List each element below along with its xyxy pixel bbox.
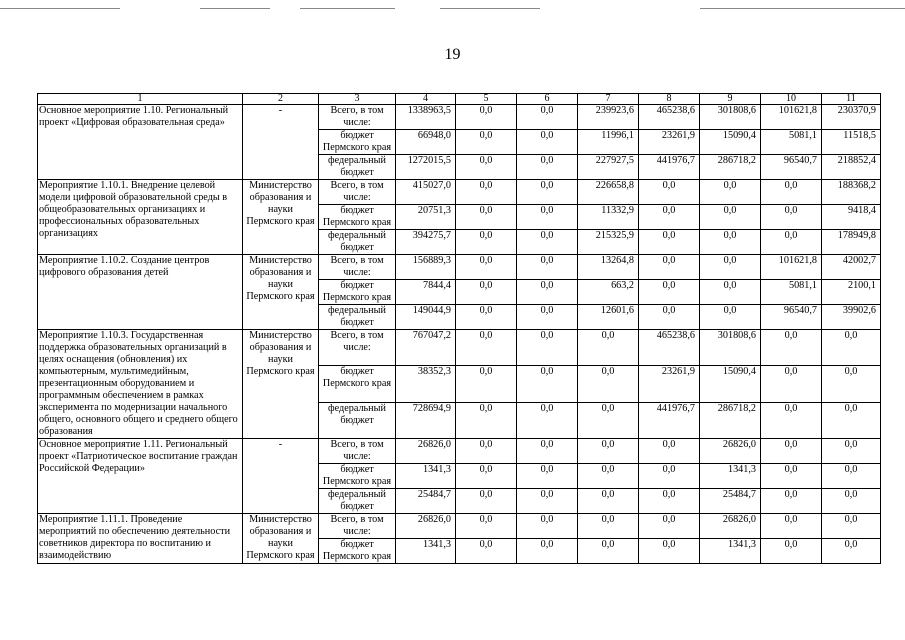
column-number-cell: 11 bbox=[822, 94, 881, 105]
amount-cell: 26826,0 bbox=[700, 439, 761, 464]
amount-cell: 0,0 bbox=[639, 205, 700, 230]
amount-cell: 0,0 bbox=[700, 305, 761, 330]
amount-cell: 0,0 bbox=[456, 539, 517, 564]
amount-cell: 301808,6 bbox=[700, 105, 761, 130]
amount-cell: 0,0 bbox=[700, 280, 761, 305]
amount-cell: 26826,0 bbox=[396, 514, 456, 539]
amount-cell: 0,0 bbox=[456, 514, 517, 539]
top-rule bbox=[440, 8, 540, 9]
funding-source-cell: бюджет Пермского края bbox=[319, 280, 396, 305]
amount-cell: 0,0 bbox=[517, 539, 578, 564]
event-description-cell: Мероприятие 1.10.1. Внедрение целевой модели цифровой образовательной среды в общеобразовательных организациях и профессиональных образовательных организациях bbox=[38, 180, 243, 255]
responsible-executor-cell: - bbox=[243, 439, 319, 514]
funding-source-cell: Всего, в том числе: bbox=[319, 255, 396, 280]
amount-cell: 11518,5 bbox=[822, 130, 881, 155]
funding-source-cell: федеральный бюджет bbox=[319, 402, 396, 438]
amount-cell: 0,0 bbox=[761, 230, 822, 255]
amount-cell: 0,0 bbox=[822, 514, 881, 539]
event-description-cell: Основное мероприятие 1.11. Региональный проект «Патриотическое воспитание граждан Российской Федерации» bbox=[38, 439, 243, 514]
amount-cell: 96540,7 bbox=[761, 305, 822, 330]
amount-cell: 0,0 bbox=[517, 205, 578, 230]
amount-cell: 0,0 bbox=[639, 180, 700, 205]
table-row bbox=[38, 105, 881, 130]
column-number-cell: 5 bbox=[456, 94, 517, 105]
amount-cell: 0,0 bbox=[822, 464, 881, 489]
amount-cell: 0,0 bbox=[517, 230, 578, 255]
amount-cell: 9418,4 bbox=[822, 205, 881, 230]
amount-cell: 0,0 bbox=[822, 402, 881, 438]
amount-cell: 0,0 bbox=[517, 180, 578, 205]
responsible-executor-cell: - bbox=[243, 105, 319, 180]
amount-cell: 0,0 bbox=[700, 255, 761, 280]
amount-cell: 465238,6 bbox=[639, 105, 700, 130]
amount-cell: 20751,3 bbox=[396, 205, 456, 230]
amount-cell: 149044,9 bbox=[396, 305, 456, 330]
amount-cell: 0,0 bbox=[456, 439, 517, 464]
funding-source-cell: Всего, в том числе: bbox=[319, 330, 396, 366]
responsible-executor-cell: Министерство образования и науки Пермского края bbox=[243, 330, 319, 439]
amount-cell: 0,0 bbox=[517, 305, 578, 330]
budget-table bbox=[37, 93, 881, 564]
amount-cell: 465238,6 bbox=[639, 330, 700, 366]
amount-cell: 23261,9 bbox=[639, 130, 700, 155]
top-rule bbox=[300, 8, 395, 9]
column-number-cell: 4 bbox=[396, 94, 456, 105]
responsible-executor-cell: Министерство образования и науки Пермского края bbox=[243, 514, 319, 564]
amount-cell: 0,0 bbox=[517, 330, 578, 366]
amount-cell: 0,0 bbox=[639, 255, 700, 280]
amount-cell: 0,0 bbox=[578, 464, 639, 489]
funding-source-cell: федеральный бюджет bbox=[319, 155, 396, 180]
amount-cell: 0,0 bbox=[700, 230, 761, 255]
amount-cell: 101621,8 bbox=[761, 255, 822, 280]
table-row bbox=[38, 439, 881, 464]
amount-cell: 5081,1 bbox=[761, 130, 822, 155]
event-description-cell: Основное мероприятие 1.10. Региональный проект «Цифровая образовательная среда» bbox=[38, 105, 243, 180]
amount-cell: 415027,0 bbox=[396, 180, 456, 205]
amount-cell: 0,0 bbox=[517, 489, 578, 514]
amount-cell: 0,0 bbox=[456, 205, 517, 230]
amount-cell: 13264,8 bbox=[578, 255, 639, 280]
amount-cell: 178949,8 bbox=[822, 230, 881, 255]
funding-source-cell: федеральный бюджет bbox=[319, 230, 396, 255]
amount-cell: 0,0 bbox=[578, 489, 639, 514]
amount-cell: 0,0 bbox=[456, 130, 517, 155]
amount-cell: 663,2 bbox=[578, 280, 639, 305]
amount-cell: 441976,7 bbox=[639, 402, 700, 438]
amount-cell: 0,0 bbox=[517, 130, 578, 155]
amount-cell: 0,0 bbox=[456, 464, 517, 489]
amount-cell: 728694,9 bbox=[396, 402, 456, 438]
amount-cell: 0,0 bbox=[578, 402, 639, 438]
column-number-cell: 9 bbox=[700, 94, 761, 105]
amount-cell: 394275,7 bbox=[396, 230, 456, 255]
amount-cell: 66948,0 bbox=[396, 130, 456, 155]
column-number-cell: 7 bbox=[578, 94, 639, 105]
amount-cell: 188368,2 bbox=[822, 180, 881, 205]
amount-cell: 0,0 bbox=[517, 402, 578, 438]
amount-cell: 0,0 bbox=[517, 366, 578, 402]
amount-cell: 1272015,5 bbox=[396, 155, 456, 180]
amount-cell: 0,0 bbox=[456, 280, 517, 305]
amount-cell: 0,0 bbox=[761, 514, 822, 539]
amount-cell: 0,0 bbox=[700, 205, 761, 230]
amount-cell: 96540,7 bbox=[761, 155, 822, 180]
funding-source-cell: федеральный бюджет bbox=[319, 489, 396, 514]
amount-cell: 0,0 bbox=[456, 105, 517, 130]
amount-cell: 767047,2 bbox=[396, 330, 456, 366]
amount-cell: 0,0 bbox=[578, 539, 639, 564]
amount-cell: 0,0 bbox=[639, 464, 700, 489]
amount-cell: 286718,2 bbox=[700, 402, 761, 438]
amount-cell: 0,0 bbox=[761, 539, 822, 564]
column-number-cell: 10 bbox=[761, 94, 822, 105]
amount-cell: 0,0 bbox=[456, 180, 517, 205]
amount-cell: 0,0 bbox=[517, 155, 578, 180]
amount-cell: 215325,9 bbox=[578, 230, 639, 255]
table-row bbox=[38, 330, 881, 366]
amount-cell: 0,0 bbox=[456, 155, 517, 180]
amount-cell: 0,0 bbox=[639, 514, 700, 539]
amount-cell: 0,0 bbox=[761, 402, 822, 438]
amount-cell: 0,0 bbox=[761, 439, 822, 464]
amount-cell: 11332,9 bbox=[578, 205, 639, 230]
table-row bbox=[38, 255, 881, 280]
amount-cell: 15090,4 bbox=[700, 366, 761, 402]
amount-cell: 0,0 bbox=[517, 464, 578, 489]
amount-cell: 0,0 bbox=[761, 366, 822, 402]
funding-source-cell: Всего, в том числе: bbox=[319, 105, 396, 130]
amount-cell: 39902,6 bbox=[822, 305, 881, 330]
responsible-executor-cell: Министерство образования и науки Пермского края bbox=[243, 255, 319, 330]
amount-cell: 0,0 bbox=[578, 330, 639, 366]
amount-cell: 5081,1 bbox=[761, 280, 822, 305]
amount-cell: 26826,0 bbox=[700, 514, 761, 539]
amount-cell: 38352,3 bbox=[396, 366, 456, 402]
responsible-executor-cell: Министерство образования и науки Пермского края bbox=[243, 180, 319, 255]
amount-cell: 23261,9 bbox=[639, 366, 700, 402]
amount-cell: 101621,8 bbox=[761, 105, 822, 130]
funding-source-cell: бюджет Пермского края bbox=[319, 130, 396, 155]
amount-cell: 218852,4 bbox=[822, 155, 881, 180]
amount-cell: 0,0 bbox=[456, 402, 517, 438]
column-number-cell: 3 bbox=[319, 94, 396, 105]
amount-cell: 1341,3 bbox=[700, 539, 761, 564]
funding-source-cell: бюджет Пермского края bbox=[319, 464, 396, 489]
amount-cell: 0,0 bbox=[822, 439, 881, 464]
amount-cell: 0,0 bbox=[456, 305, 517, 330]
table-row bbox=[38, 514, 881, 539]
amount-cell: 0,0 bbox=[761, 489, 822, 514]
amount-cell: 1341,3 bbox=[700, 464, 761, 489]
amount-cell: 0,0 bbox=[456, 366, 517, 402]
column-number-cell: 8 bbox=[639, 94, 700, 105]
event-description-cell: Мероприятие 1.10.2. Создание центров цифрового образования детей bbox=[38, 255, 243, 330]
amount-cell: 0,0 bbox=[578, 514, 639, 539]
amount-cell: 301808,6 bbox=[700, 330, 761, 366]
amount-cell: 0,0 bbox=[456, 489, 517, 514]
amount-cell: 230370,9 bbox=[822, 105, 881, 130]
amount-cell: 25484,7 bbox=[700, 489, 761, 514]
amount-cell: 0,0 bbox=[517, 105, 578, 130]
amount-cell: 42002,7 bbox=[822, 255, 881, 280]
funding-source-cell: бюджет Пермского края bbox=[319, 205, 396, 230]
amount-cell: 0,0 bbox=[578, 439, 639, 464]
amount-cell: 0,0 bbox=[822, 489, 881, 514]
amount-cell: 0,0 bbox=[456, 255, 517, 280]
top-rule bbox=[0, 8, 120, 9]
amount-cell: 0,0 bbox=[761, 330, 822, 366]
funding-source-cell: Всего, в том числе: bbox=[319, 514, 396, 539]
amount-cell: 2100,1 bbox=[822, 280, 881, 305]
amount-cell: 441976,7 bbox=[639, 155, 700, 180]
amount-cell: 227927,5 bbox=[578, 155, 639, 180]
funding-source-cell: федеральный бюджет bbox=[319, 305, 396, 330]
amount-cell: 0,0 bbox=[822, 330, 881, 366]
amount-cell: 0,0 bbox=[639, 280, 700, 305]
amount-cell: 0,0 bbox=[822, 366, 881, 402]
amount-cell: 7844,4 bbox=[396, 280, 456, 305]
amount-cell: 0,0 bbox=[456, 330, 517, 366]
funding-source-cell: бюджет Пермского края bbox=[319, 366, 396, 402]
column-number-cell: 2 bbox=[243, 94, 319, 105]
funding-source-cell: Всего, в том числе: bbox=[319, 180, 396, 205]
table-row bbox=[38, 180, 881, 205]
funding-source-cell: Всего, в том числе: bbox=[319, 439, 396, 464]
column-number-row bbox=[38, 94, 881, 105]
top-rule bbox=[700, 8, 905, 9]
amount-cell: 0,0 bbox=[639, 305, 700, 330]
amount-cell: 156889,3 bbox=[396, 255, 456, 280]
column-number-cell: 1 bbox=[38, 94, 243, 105]
page-number: 19 bbox=[444, 46, 461, 63]
amount-cell: 0,0 bbox=[517, 439, 578, 464]
amount-cell: 0,0 bbox=[639, 489, 700, 514]
amount-cell: 0,0 bbox=[761, 180, 822, 205]
amount-cell: 15090,4 bbox=[700, 130, 761, 155]
amount-cell: 11996,1 bbox=[578, 130, 639, 155]
amount-cell: 1341,3 bbox=[396, 539, 456, 564]
amount-cell: 0,0 bbox=[639, 439, 700, 464]
amount-cell: 0,0 bbox=[761, 464, 822, 489]
amount-cell: 1338963,5 bbox=[396, 105, 456, 130]
event-description-cell: Мероприятие 1.11.1. Проведение мероприятий по обеспечению деятельности советников директора по воспитанию и взаимодействию bbox=[38, 514, 243, 564]
funding-source-cell: бюджет Пермского края bbox=[319, 539, 396, 564]
amount-cell: 1341,3 bbox=[396, 464, 456, 489]
top-rule bbox=[200, 8, 270, 9]
amount-cell: 0,0 bbox=[517, 280, 578, 305]
amount-cell: 26826,0 bbox=[396, 439, 456, 464]
amount-cell: 0,0 bbox=[517, 514, 578, 539]
amount-cell: 0,0 bbox=[639, 539, 700, 564]
amount-cell: 0,0 bbox=[578, 366, 639, 402]
amount-cell: 12601,6 bbox=[578, 305, 639, 330]
amount-cell: 0,0 bbox=[761, 205, 822, 230]
amount-cell: 0,0 bbox=[639, 230, 700, 255]
amount-cell: 0,0 bbox=[456, 230, 517, 255]
amount-cell: 286718,2 bbox=[700, 155, 761, 180]
amount-cell: 0,0 bbox=[822, 539, 881, 564]
event-description-cell: Мероприятие 1.10.3. Государственная поддержка образовательных организаций в целях оснащения (обновления) их компьютерным, мультимедийным, презентационным оборудованием и программным обеспечением в рамках эксперимента по модернизации начального общего, основного общего и среднего общего образования bbox=[38, 330, 243, 439]
amount-cell: 0,0 bbox=[700, 180, 761, 205]
amount-cell: 0,0 bbox=[517, 255, 578, 280]
amount-cell: 25484,7 bbox=[396, 489, 456, 514]
amount-cell: 226658,8 bbox=[578, 180, 639, 205]
amount-cell: 239923,6 bbox=[578, 105, 639, 130]
column-number-cell: 6 bbox=[517, 94, 578, 105]
